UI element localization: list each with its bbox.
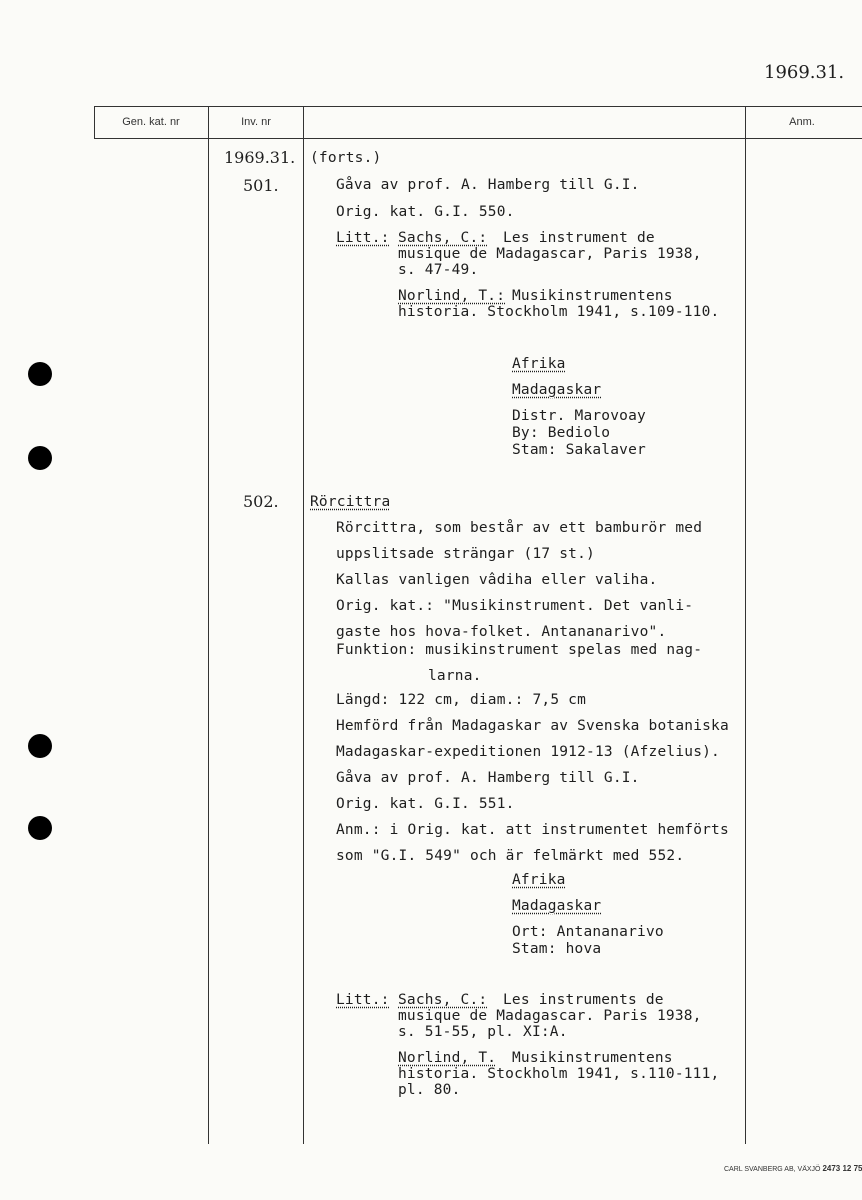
litt-label: Litt.: — [336, 230, 390, 246]
reference-text: musique de Madagascar. Paris 1938, — [398, 1008, 702, 1024]
col-rule-4 — [745, 106, 746, 1144]
punch-hole — [28, 734, 52, 758]
text-line: Kallas vanligen vâdiha eller valiha. — [336, 572, 658, 588]
inv-number: 501. — [243, 176, 279, 195]
col-rule-2 — [208, 106, 209, 1144]
geo-country: Madagaskar — [512, 382, 602, 398]
reference-text: historia. Stockholm 1941, s.110-111, — [398, 1066, 720, 1082]
header-inv-nr: Inv. nr — [241, 116, 271, 128]
reference-text: Musikinstrumentens — [512, 1050, 673, 1066]
punch-hole — [28, 816, 52, 840]
litt-label: Litt.: — [336, 992, 390, 1008]
header-anm: Anm. — [789, 116, 815, 128]
form-code: 2473 12 75 — [822, 1164, 862, 1173]
printer-name: CARL SVANBERG AB, VÄXJÖ — [724, 1166, 821, 1173]
text-line: uppslitsade strängar (17 st.) — [336, 546, 595, 562]
inv-number: 502. — [243, 492, 279, 511]
geo-detail: Stam: hova — [512, 941, 602, 957]
geo-detail: Distr. Marovoay — [512, 408, 646, 424]
text-line: Orig. kat.: "Musikinstrument. Det vanli- — [336, 598, 694, 614]
text-line: Orig. kat. G.I. 550. — [336, 204, 515, 220]
reference-text: s. 51-55, pl. XI:A. — [398, 1024, 568, 1040]
reference-text: Musikinstrumentens — [512, 288, 673, 304]
geo-detail: By: Bediolo — [512, 425, 611, 441]
reference-author: Norlind, T. — [398, 1050, 497, 1066]
col-rule-3 — [303, 106, 304, 1144]
punch-hole — [28, 446, 52, 470]
geo-region: Afrika — [512, 872, 566, 888]
col-rule-1 — [94, 106, 95, 139]
card-number: 1969.31. — [764, 62, 845, 83]
reference-text: s. 47-49. — [398, 262, 479, 278]
text-line: Madagaskar-expeditionen 1912-13 (Afzelius). — [336, 744, 720, 760]
printer-imprint — [724, 1164, 862, 1173]
text-line: Anm.: i Orig. kat. att instrumentet hemförts — [336, 822, 729, 838]
text-line: Gåva av prof. A. Hamberg till G.I. — [336, 177, 640, 193]
header-top-rule — [94, 106, 862, 107]
text-line: larna. — [428, 668, 482, 684]
text-line: Gåva av prof. A. Hamberg till G.I. — [336, 770, 640, 786]
text-line: Längd: 122 cm, diam.: 7,5 cm — [336, 692, 587, 708]
reference-text: historia. Stockholm 1941, s.109-110. — [398, 304, 720, 320]
text-line: gaste hos hova-folket. Antananarivo". — [336, 624, 667, 640]
object-title: Rörcittra — [310, 494, 391, 510]
reference-author: Sachs, C.: — [398, 230, 488, 246]
reference-text: musique de Madagascar, Paris 1938, — [398, 246, 702, 262]
reference-text: Les instrument de — [503, 230, 655, 246]
punch-hole — [28, 362, 52, 386]
reference-text: Les instruments de — [503, 992, 664, 1008]
geo-detail: Ort: Antananarivo — [512, 924, 664, 940]
geo-region: Afrika — [512, 356, 566, 372]
header-gen-kat-nr: Gen. kat. nr — [122, 116, 180, 128]
text-line: Rörcittra, som består av ett bamburör med — [336, 520, 703, 536]
geo-country: Madagaskar — [512, 898, 602, 914]
inv-number: 1969.31. — [224, 148, 296, 167]
text-line: Orig. kat. G.I. 551. — [336, 796, 515, 812]
text-line: Hemförd från Madagaskar av Svenska botaniska — [336, 718, 729, 734]
reference-author: Norlind, T.: — [398, 288, 506, 304]
text-line: som "G.I. 549" och är felmärkt med 552. — [336, 848, 685, 864]
reference-author: Sachs, C.: — [398, 992, 488, 1008]
text-line: Funktion: musikinstrument spelas med nag- — [336, 642, 703, 658]
text-line: (forts.) — [310, 150, 382, 166]
reference-text: pl. 80. — [398, 1082, 461, 1098]
header-bottom-rule — [94, 138, 862, 139]
geo-detail: Stam: Sakalaver — [512, 442, 646, 458]
